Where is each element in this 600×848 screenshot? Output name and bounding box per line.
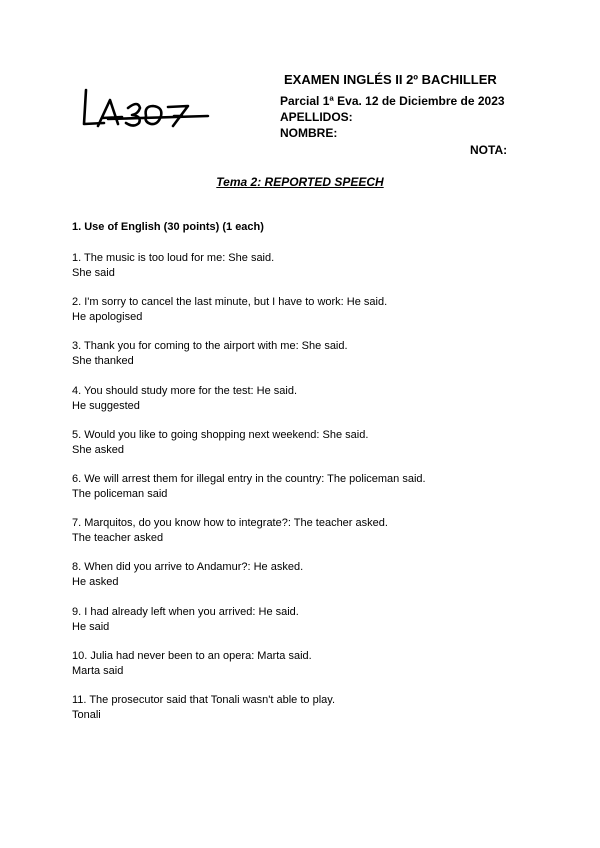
exercise-answer-start: She thanked	[72, 355, 134, 368]
exercise-item	[72, 649, 552, 693]
nota-label: NOTA:	[470, 143, 508, 157]
exercise-answer-start: Marta said	[72, 664, 124, 677]
section-title: 1. Use of English (30 points) (1 each)	[72, 221, 264, 233]
exercise-item	[72, 605, 552, 649]
exercise-sentence: 5. Would you like to going shopping next weekend: She said.	[72, 428, 369, 441]
exercise-answer-start: The policeman said	[72, 487, 168, 500]
exercise-answer-start: He suggested	[72, 399, 140, 412]
exercise-sentence: 7. Marquitos, do you know how to integrate?: The teacher asked.	[72, 517, 388, 530]
exercise-item	[72, 693, 552, 737]
exercise-item	[72, 251, 552, 295]
exam-title: EXAMEN INGLÉS II 2º BACHILLER	[284, 72, 497, 87]
exercise-sentence: 6. We will arrest them for illegal entry in the country: The policeman said.	[72, 472, 426, 485]
exercise-item	[72, 472, 552, 516]
exercise-sentence: 8. When did you arrive to Andamur?: He asked.	[72, 561, 304, 574]
exercise-sentence: 11. The prosecutor said that Tonali wasn't able to play.	[72, 693, 336, 706]
tema-heading: Tema 2: REPORTED SPEECH	[216, 175, 384, 189]
exercise-list	[72, 251, 552, 737]
exercise-answer-start: She said	[72, 267, 115, 279]
exam-subtitle: Parcial 1ª Eva. 12 de Diciembre de 2023	[280, 94, 505, 108]
exercise-item	[72, 428, 552, 472]
la307-logo	[78, 86, 213, 136]
exercise-answer-start: The teacher asked	[72, 532, 164, 545]
exercise-answer-start: He apologised	[72, 311, 143, 324]
exercise-item	[72, 384, 552, 428]
exercise-answer-start: He said	[72, 620, 110, 633]
exercise-sentence: 10. Julia had never been to an opera: Marta said.	[72, 649, 312, 662]
exercise-item	[72, 560, 552, 604]
exercise-sentence: 3. Thank you for coming to the airport with me: She said.	[72, 340, 348, 353]
exercise-answer-start: Tonali	[72, 708, 101, 721]
exercise-item	[72, 295, 552, 339]
apellidos-label: APELLIDOS:	[280, 110, 353, 124]
exercise-sentence: 4. You should study more for the test: He said.	[72, 384, 298, 397]
exercise-sentence: 2. I'm sorry to cancel the last minute, but I have to work: He said.	[72, 296, 388, 309]
exercise-answer-start: He asked	[72, 576, 119, 589]
exercise-item	[72, 339, 552, 383]
exercise-answer-start: She asked	[72, 443, 124, 456]
exercise-item	[72, 516, 552, 560]
exercise-sentence: 1. The music is too loud for me: She said.	[72, 252, 275, 264]
nombre-label: NOMBRE:	[280, 126, 338, 140]
exercise-sentence: 9. I had already left when you arrived: He said.	[72, 605, 299, 618]
